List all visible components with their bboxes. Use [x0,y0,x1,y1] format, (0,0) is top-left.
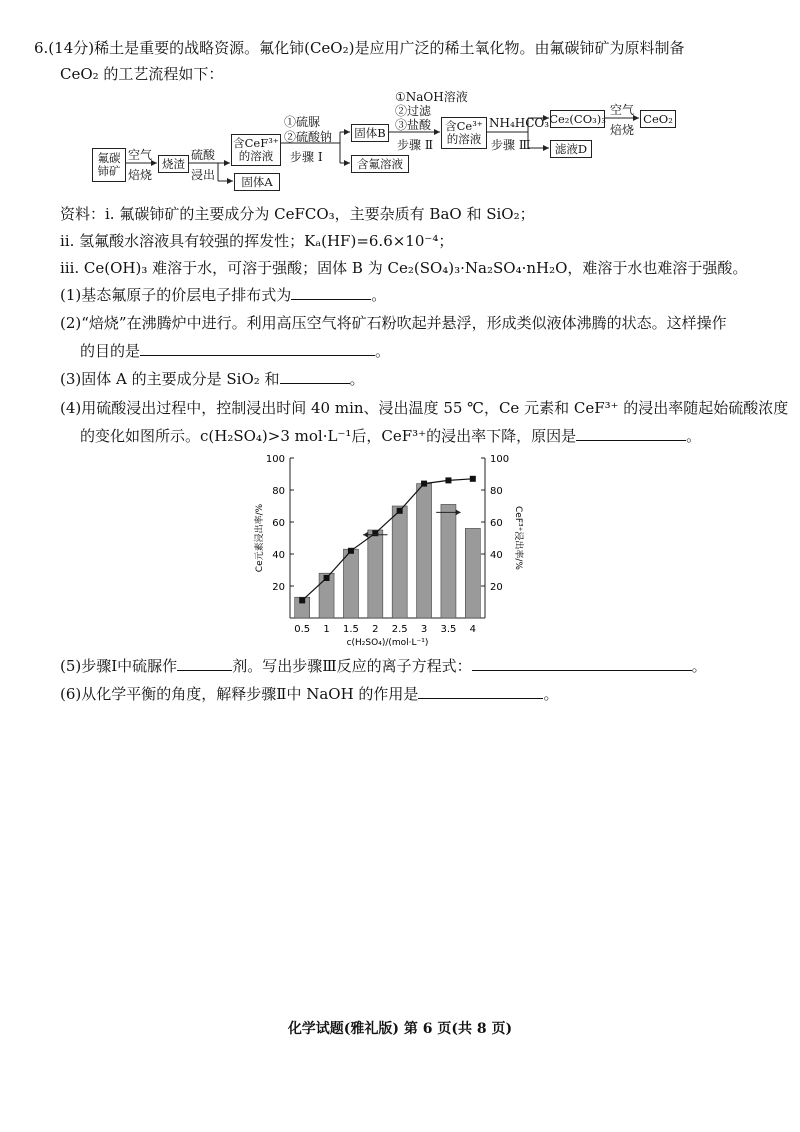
question-2-period: 。 [375,342,391,360]
question-4-period: 。 [686,427,702,445]
left-indicator-arrowhead [363,532,368,538]
right-axis-label: CeF³⁺浸出率/% [513,506,523,570]
question-4-line2 [80,426,701,446]
right-indicator-arrowhead [456,509,461,515]
answer-blank-5a[interactable] [177,656,232,671]
x-tick-label-0.5: 0.5 [294,624,311,635]
question-intro-line1: 6.(14分)稀土是重要的战略资源。氟化铈(CeO₂)是应用广泛的稀土氧化物。由氟碳铈矿为原料制备 [34,39,685,57]
question-3-period: 。 [349,370,365,388]
answer-blank-6[interactable] [418,684,543,699]
solution1-box: 含CeF³⁺的溶液 [231,134,281,166]
left-tick-label-20: 20 [272,582,285,593]
point-ce-2.5 [397,508,403,514]
question-5-text-b: 剂。写出步骤Ⅲ反应的离子方程式： [232,657,472,675]
question-5 [60,656,707,676]
question-2-text: 的目的是 [80,342,141,360]
question-1 [60,285,386,305]
x-tick-label-1: 1 [323,624,330,635]
x-tick-label-3.5: 3.5 [440,624,457,635]
step1-label: 步骤 Ⅰ [290,150,323,164]
answer-blank-3[interactable] [280,369,350,384]
question-6 [60,684,558,704]
point-ce-1.5 [348,548,354,554]
solidB-box: 固体B [351,124,389,142]
question-3 [60,369,365,389]
question-4-line1: (4)用硫酸浸出过程中，控制浸出时间 40 min、浸出温度 55 ℃，Ce 元素和 CeF³⁺ 的浸出率随起始硫酸浓度 [60,399,789,417]
leaching-rate-chart [240,448,540,648]
question-4-text: 的变化如图所示。c(H₂SO₄)>3 mol·L⁻¹后，CeF³⁺的浸出率下降，原因是 [80,427,577,445]
point-ce-3.5 [445,477,451,483]
bar-cef3-4 [465,528,480,618]
bar-cef3-2 [368,530,383,618]
point-ce-0.5 [299,597,305,603]
question-2-line2 [80,341,390,361]
bar-cef3-1.5 [343,549,358,618]
arrow1-bottom-label: 焙烧 [128,168,153,182]
left-tick-label-100: 100 [265,454,285,465]
info-i: 资料：ⅰ. 氟碳铈矿的主要成分为 CeFCO₃，主要杂质有 BaO 和 SiO₂； [60,205,535,223]
right-tick-label-100: 100 [490,454,510,465]
left-axis-label: Ce元素浸出率/% [255,503,265,573]
x-tick-label-2: 2 [372,624,379,635]
step2-label: 步骤 Ⅱ [397,138,433,152]
residue-box: 烧渣 [158,155,189,173]
arrow4-bottom-label: 焙烧 [610,123,635,137]
step2-reagent-2: ②过滤 [395,104,432,118]
answer-blank-1[interactable] [291,285,371,300]
question-1-period: 。 [371,286,387,304]
step2-reagent-1: ①NaOH溶液 [395,90,468,104]
page-footer: 化学试题(雅礼版) 第 6 页(共 8 页) [287,1021,513,1037]
solidA-box: 固体A [234,173,280,191]
question-3-text: (3)固体 A 的主要成分是 SiO₂ 和 [60,370,280,388]
info-ii: ⅱ. 氢氟酸水溶液具有较强的挥发性；Kₐ(HF)=6.6×10⁻⁴； [60,232,454,250]
right-tick-label-20: 20 [490,582,503,593]
question-5-period: 。 [691,657,707,675]
right-tick-label-60: 60 [490,518,503,529]
ore-box: 氟碳铈矿 [92,148,126,182]
right-tick-label-80: 80 [490,486,503,497]
left-tick-label-80: 80 [272,486,285,497]
question-6-text: (6)从化学平衡的角度，解释步骤Ⅱ中 NaOH 的作用是 [60,685,419,703]
question-6-period: 。 [543,685,559,703]
left-tick-label-40: 40 [272,550,285,561]
bar-cef3-3.5 [441,504,456,618]
filtrateD-box: 滤液D [550,140,592,158]
arrow4-top-label: 空气 [610,103,635,117]
step3-label: 步骤 Ⅲ [491,138,531,152]
x-tick-label-4: 4 [469,624,476,635]
answer-blank-2[interactable] [140,341,375,356]
answer-blank-4[interactable] [576,426,686,441]
solution2-box: 含Ce³⁺的溶液 [441,117,487,149]
arrow1-top-label: 空气 [128,148,153,162]
question-1-text: (1)基态氟原子的价层电子排布式为 [60,286,292,304]
left-tick-label-60: 60 [272,518,285,529]
step1-reagent-1: ①硫脲 [284,115,321,129]
question-5-text-a: (5)步骤Ⅰ中硫脲作 [60,657,178,675]
point-ce-4 [470,476,476,482]
bar-cef3-3 [417,484,432,618]
point-ce-1 [324,575,330,581]
question-intro-line2: CeO₂ 的工艺流程如下： [60,65,224,83]
step2-reagent-3: ③盐酸 [395,118,432,132]
fluorine-solution-box: 含氟溶液 [351,155,409,173]
carbonate-box: Ce₂(CO₃)₃ [550,110,605,128]
bar-cef3-2.5 [392,506,407,618]
point-ce-3 [421,481,427,487]
x-axis-label: c(H₂SO₄)/(mol·L⁻¹) [346,638,429,648]
question-2-line1: (2)“焙烧”在沸腾炉中进行。利用高压空气将矿石粉吹起并悬浮，形成类似液体沸腾的状态。这样操作 [60,314,727,332]
product-box: CeO₂ [640,110,676,128]
x-tick-label-3: 3 [420,624,428,635]
step1-reagent-2: ②硫酸钠 [284,130,333,144]
x-tick-label-1.5: 1.5 [342,624,359,635]
answer-blank-5b[interactable] [472,656,692,671]
step3-reagent: NH₄HCO₃ [489,116,550,130]
x-tick-label-2.5: 2.5 [391,624,408,635]
arrow2-top-label: 硫酸 [191,148,216,162]
info-iii: ⅲ. Ce(OH)₃ 难溶于水，可溶于强酸；固体 B 为 Ce₂(SO₄)₃·Na₂SO₄·nH₂O，难溶于水也难溶于强酸。 [60,259,748,277]
arrow2-bottom-label: 浸出 [191,168,216,182]
right-tick-label-40: 40 [490,550,503,561]
